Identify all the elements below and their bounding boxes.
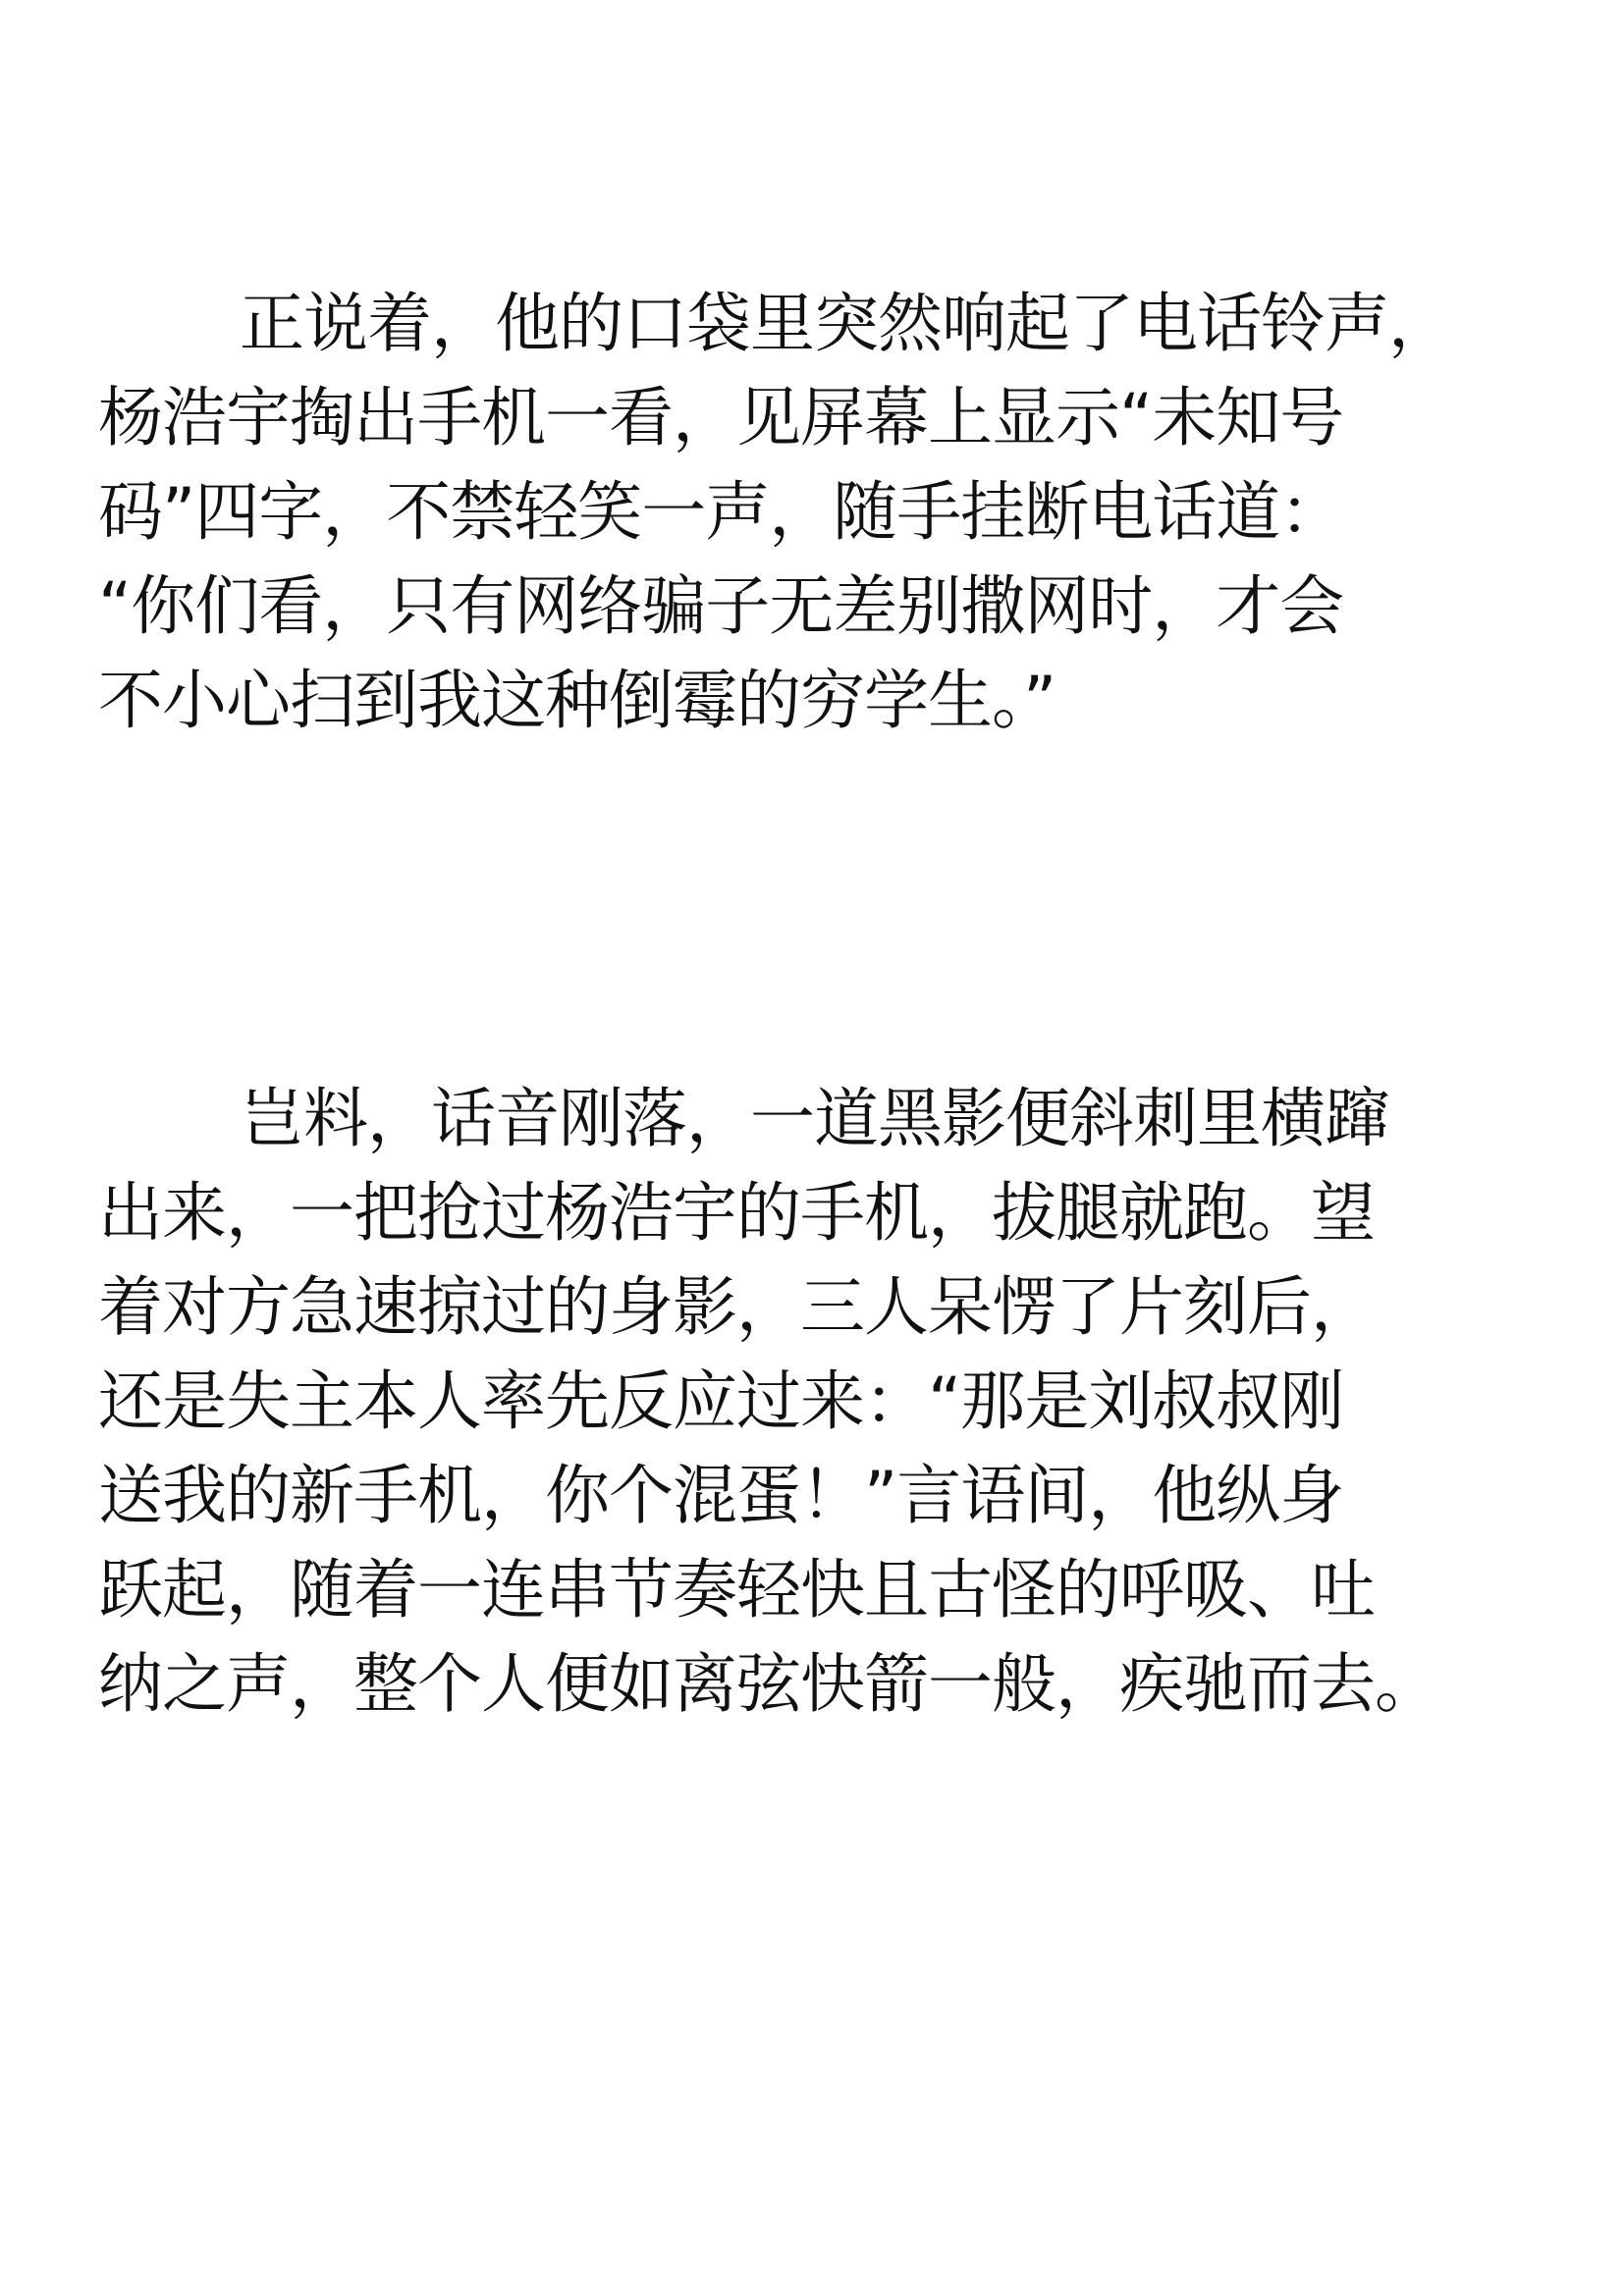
text-line: 还是失主本人率先反应过来：“那是刘叔叔刚 — [98, 1363, 1344, 1439]
paragraph-phone-call — [98, 277, 1591, 748]
paragraph-phone-snatched — [98, 1072, 1591, 1732]
text-line: 纳之声，整个人便如离弦快箭一般，疾驰而去。 — [98, 1646, 1438, 1722]
text-line: 不小心扫到我这种倒霉的穷学生。” — [98, 663, 1056, 738]
text-line: 送我的新手机，你个混蛋！”言语间，他纵身 — [98, 1458, 1344, 1533]
text-line: 出来，一把抢过杨浩宇的手机，拔腿就跑。望 — [98, 1175, 1375, 1251]
text-line: 岂料，话音刚落，一道黑影便斜刺里横蹿 — [240, 1081, 1388, 1156]
text-line: 跃起，随着一连串节奏轻快且古怪的呼吸、吐 — [98, 1552, 1375, 1628]
text-line: 正说着，他的口袋里突然响起了电话铃声， — [240, 286, 1452, 361]
text-line: 码”四字，不禁轻笑一声，随手挂断电话道： — [98, 474, 1344, 550]
text-line: 着对方急速掠过的身影，三人呆愣了片刻后， — [98, 1269, 1375, 1345]
text-line: “你们看，只有网络骗子无差别撒网时，才会 — [98, 568, 1344, 644]
text-line: 杨浩宇掏出手机一看，见屏幕上显示“未知号 — [98, 380, 1344, 455]
